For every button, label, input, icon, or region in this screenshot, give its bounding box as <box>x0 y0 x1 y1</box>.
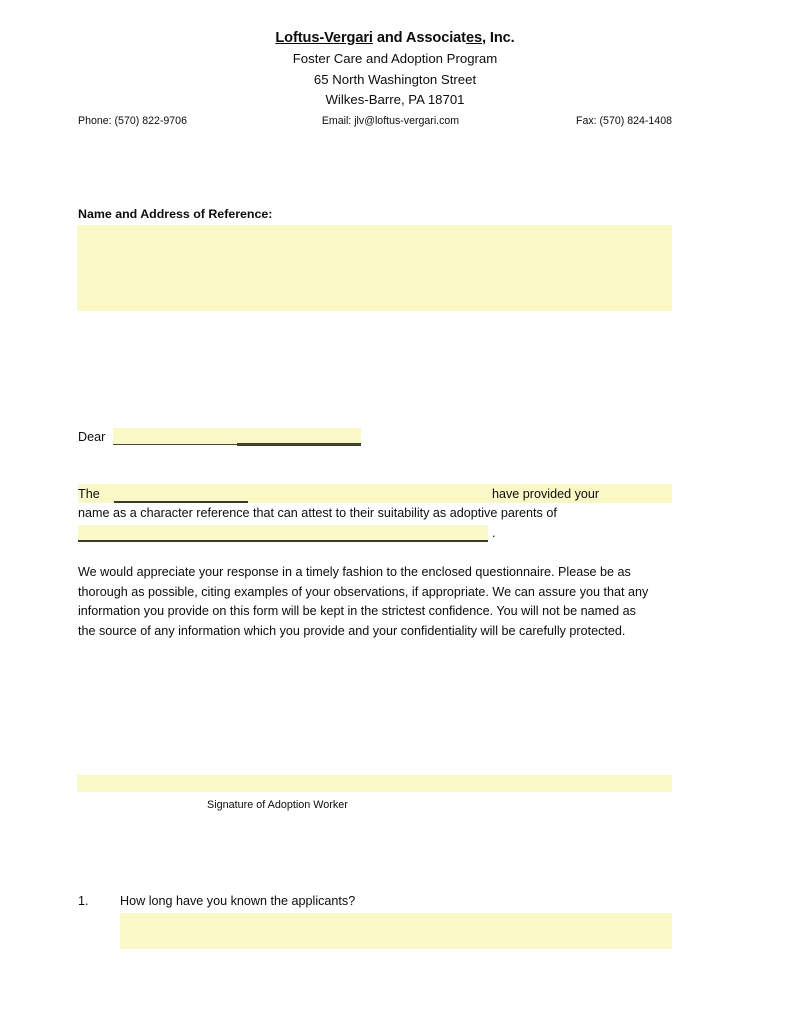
intro-period: . <box>492 526 496 540</box>
letterhead <box>0 28 790 111</box>
children-names-field[interactable] <box>78 525 488 540</box>
fax-number: Fax: (570) 824-1408 <box>575 115 672 127</box>
city-state-zip: Wilkes-Barre, PA 18701 <box>325 92 465 107</box>
question-1-text: How long have you known the applicants? <box>120 894 356 908</box>
intro-paragraph <box>78 484 678 544</box>
intro-line1-lead: The <box>78 487 100 501</box>
reference-address-field[interactable] <box>77 225 672 311</box>
salutation-row <box>78 428 361 446</box>
intro-line-1 <box>78 484 672 503</box>
intro-line-2: name as a character reference that can attest to their suitability as adoptive parents of <box>78 506 557 520</box>
organization-title-part-end: , Inc. <box>481 30 515 46</box>
signature-caption: Signature of Adoption Worker <box>207 799 348 811</box>
intro-line-3 <box>78 524 678 544</box>
salutation-label: Dear <box>78 430 106 444</box>
organization-title-part-underlined: Loftus-Vergari <box>275 30 373 46</box>
reference-block-label: Name and Address of Reference: <box>78 207 273 221</box>
organization-title <box>0 28 790 49</box>
contact-row <box>78 114 672 128</box>
program-name: Foster Care and Adoption Program <box>292 51 498 66</box>
intro-line1-tail: have provided your <box>492 487 600 501</box>
organization-title-part-mid: and Associat <box>372 30 466 46</box>
signature-field[interactable] <box>77 775 672 792</box>
applicant-names-field[interactable] <box>114 485 248 501</box>
body-paragraph: We would appreciate your response in a timely fashion to the enclosed questionnaire. Please be as thorough as possible, citing examples of your observations, if appropriate. We can assure you that any information you provide on this form will be kept in the strictest confidence. You will not be named as the source of any information which you provide and your confidentiality will be carefully protected. <box>78 565 649 638</box>
email-address: Email: jlv@loftus-vergari.com <box>321 115 460 127</box>
phone-number: Phone: (570) 822-9706 <box>78 115 187 127</box>
street-address: 65 North Washington Street <box>313 71 477 87</box>
salutation-name-field[interactable] <box>113 428 361 444</box>
organization-title-part-underlined-b: es <box>465 30 482 46</box>
question-1-answer-field[interactable] <box>120 913 672 949</box>
question-1-number: 1. <box>78 894 89 908</box>
